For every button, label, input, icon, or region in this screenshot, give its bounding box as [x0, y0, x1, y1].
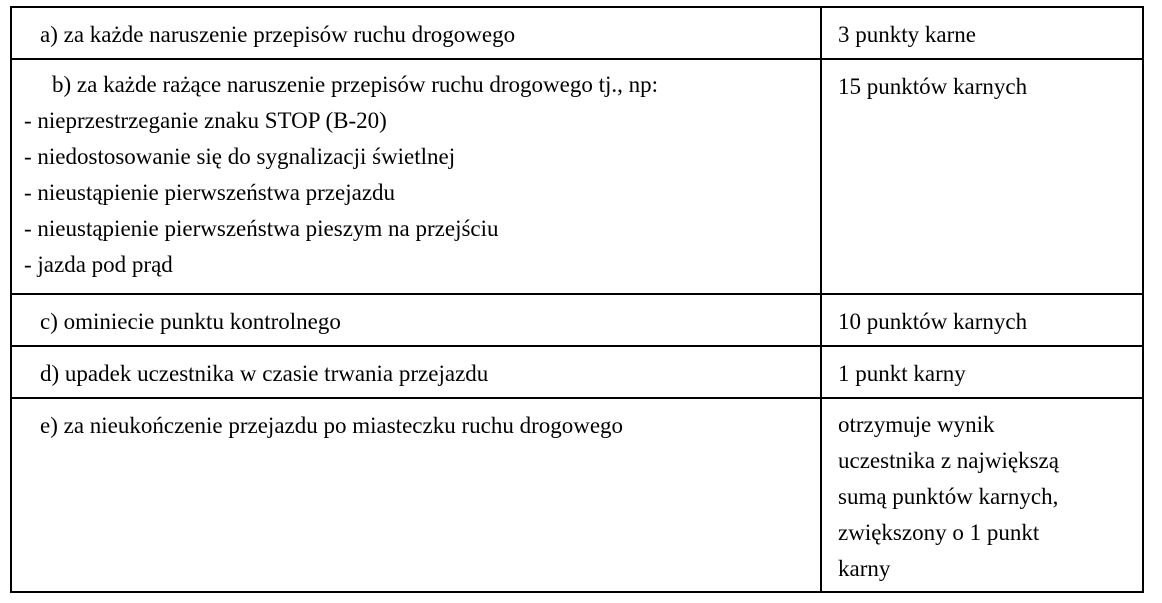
- table-row-e: [11, 398, 1143, 592]
- table-row-a: [11, 7, 1143, 59]
- points-value: 1 punkt karny: [838, 361, 966, 386]
- violation-description: d) upadek uczestnika w czasie trwania przejazdu: [40, 361, 489, 386]
- violation-description: b) za każde rażące naruszenie przepisów ruchu drogowego tj., np:: [52, 72, 659, 97]
- points-value-block: [822, 399, 1142, 591]
- penalty-points-table: [10, 6, 1144, 593]
- points-cell: [821, 398, 1143, 592]
- points-value: 10 punktów karnych: [838, 309, 1028, 334]
- violation-cell: [11, 7, 821, 59]
- points-value-line: zwiększony o 1 punkt: [838, 520, 1040, 545]
- violation-cell: [11, 398, 821, 592]
- violation-cell: [11, 294, 821, 346]
- violation-examples-list: [12, 103, 820, 283]
- points-value-line: otrzymuje wynik: [838, 412, 995, 437]
- table-row-b: [11, 59, 1143, 294]
- violation-description: c) ominiecie punktu kontrolnego: [40, 309, 341, 334]
- points-value: 15 punktów karnych: [838, 74, 1028, 99]
- violation-cell: [11, 59, 821, 294]
- violation-description: a) za każde naruszenie przepisów ruchu drogowego: [40, 22, 516, 47]
- violation-example-item: - nieustąpienie pierwszeństwa pieszym na przejściu: [24, 216, 499, 241]
- violation-example-item: - nieustąpienie pierwszeństwa przejazdu: [24, 180, 396, 205]
- points-cell: [821, 294, 1143, 346]
- points-value-line: karny: [838, 556, 891, 581]
- violation-description-block: [12, 60, 820, 283]
- violation-cell: [11, 346, 821, 398]
- points-value-line: uczestnika z największą: [838, 448, 1059, 473]
- table-row-c: [11, 294, 1143, 346]
- violation-example-item: - niedostosowanie się do sygnalizacji świetlnej: [24, 144, 456, 169]
- violation-description: e) za nieukończenie przejazdu po miasteczku ruchu drogowego: [40, 413, 624, 438]
- violation-example-item: - jazda pod prąd: [24, 252, 173, 277]
- points-cell: [821, 7, 1143, 59]
- violation-example-item: - nieprzestrzeganie znaku STOP (B-20): [24, 108, 387, 133]
- points-value-line: sumą punktów karnych,: [838, 484, 1059, 509]
- points-cell: [821, 346, 1143, 398]
- table-row-d: [11, 346, 1143, 398]
- points-value: 3 punkty karne: [838, 22, 976, 47]
- points-cell: [821, 59, 1143, 294]
